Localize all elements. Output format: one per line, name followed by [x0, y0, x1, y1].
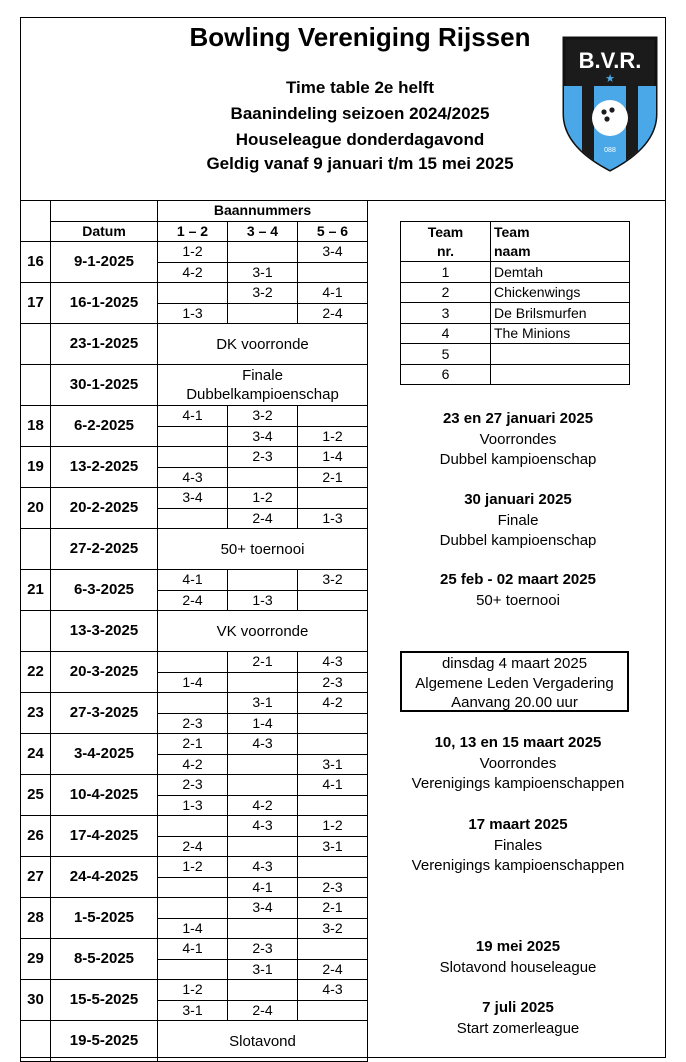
lane-pairing: 3-1	[228, 262, 298, 283]
lane-pairing	[158, 898, 228, 919]
event-line: Dubbel kampioenschap	[439, 451, 597, 468]
lane-pairing: 3-4	[298, 242, 368, 263]
lane-pairing	[158, 652, 228, 673]
lane-pairing	[158, 693, 228, 714]
subtitle-season: Baanindeling seizoen 2024/2025	[230, 104, 490, 123]
team-number: 1	[401, 262, 491, 283]
lane-pairing: 4-1	[158, 406, 228, 427]
lane-pairing: 4-1	[228, 877, 298, 898]
event-line: Voorrondes	[479, 754, 557, 772]
lane-pairing	[298, 488, 368, 509]
lane-pairing	[228, 980, 298, 1001]
row-date: 16-1-2025	[51, 283, 158, 324]
lane-pairing: 1-3	[298, 508, 368, 529]
team-name	[491, 364, 630, 385]
lane-pairing: 4-3	[298, 980, 368, 1001]
round-number: 23	[21, 693, 51, 734]
event-date: 19 mei 2025	[475, 938, 561, 955]
lane-pairing: 1-2	[158, 857, 228, 878]
lane-pairing: 3-2	[298, 918, 368, 939]
logo-subtext: 088	[604, 147, 616, 154]
logo-text: B.V.R.	[578, 48, 642, 73]
round-number	[21, 529, 51, 570]
row-date: 20-3-2025	[51, 652, 158, 693]
lane-pairing: 3-4	[228, 898, 298, 919]
row-date: 6-2-2025	[51, 406, 158, 447]
subtitle-league: Houseleague donderdagavond	[235, 130, 485, 149]
lane-pairing	[158, 959, 228, 980]
lane-pairing	[298, 590, 368, 611]
event-line: 50+ toernooi	[476, 591, 560, 609]
event-note	[380, 733, 656, 795]
lane-pairing: 3-1	[298, 836, 368, 857]
row-date: 9-1-2025	[51, 242, 158, 283]
lane-pairing: 1-4	[228, 713, 298, 734]
lane-pairing: 3-2	[298, 570, 368, 591]
club-logo	[560, 34, 660, 174]
event-date: 23 en 27 januari 2025	[442, 410, 594, 427]
lane-pairing: 1-2	[158, 980, 228, 1001]
lane-pairing: 4-3	[228, 734, 298, 755]
round-number: 30	[21, 980, 51, 1021]
lane-pairing	[298, 795, 368, 816]
lane-pairing	[158, 283, 228, 304]
event-date: 25 feb - 02 maart 2025	[440, 571, 596, 588]
lane-pairing: 2-4	[298, 959, 368, 980]
event-note	[380, 409, 656, 471]
lane-pairing: 4-3	[228, 857, 298, 878]
row-date: 15-5-2025	[51, 980, 158, 1021]
team-number: 6	[401, 364, 491, 385]
meeting-notice-box	[400, 651, 629, 712]
lane-pairing: 3-4	[158, 488, 228, 509]
event-date: 30 januari 2025	[464, 491, 572, 508]
event-line: Aanvang 20.00 uur	[451, 694, 578, 711]
row-date: 6-3-2025	[51, 570, 158, 611]
lane-pairing	[228, 242, 298, 263]
lane-pairing	[158, 426, 228, 447]
lane-pairing	[158, 447, 228, 468]
team-name: Demtah	[491, 262, 630, 283]
page-title: Bowling Vereniging Rijssen	[189, 22, 531, 52]
event-note	[380, 570, 656, 611]
row-date: 13-2-2025	[51, 447, 158, 488]
row-event: VK voorronde	[158, 611, 368, 652]
svg-text:★: ★	[605, 73, 615, 85]
lane-pairing: 2-1	[228, 652, 298, 673]
row-date: 8-5-2025	[51, 939, 158, 980]
lane-pairing: 2-4	[158, 590, 228, 611]
lane-pairing: 4-2	[158, 754, 228, 775]
round-number	[21, 324, 51, 365]
lane-pairing: 2-3	[228, 447, 298, 468]
lane-pairing: 2-4	[228, 1000, 298, 1021]
row-date: 30-1-2025	[51, 365, 158, 406]
lane-pairing: 4-3	[298, 652, 368, 673]
round-number: 18	[21, 406, 51, 447]
lane-pairing	[228, 672, 298, 693]
lane-pairing: 1-2	[228, 488, 298, 509]
lane-pairing: 2-3	[298, 877, 368, 898]
lane-pairing	[228, 303, 298, 324]
lane-pairing: 3-2	[228, 283, 298, 304]
event-note	[380, 815, 656, 877]
lane-pairing	[298, 939, 368, 960]
lane-pairing	[298, 406, 368, 427]
lane-pairing: 2-3	[158, 775, 228, 796]
lane-pairing: 4-1	[298, 283, 368, 304]
lane-pairing: 2-1	[298, 467, 368, 488]
lane-pairing: 3-1	[228, 959, 298, 980]
team-number: 3	[401, 303, 491, 324]
lane-pairing: 1-3	[228, 590, 298, 611]
row-event: 50+ toernooi	[158, 529, 368, 570]
event-note	[380, 998, 656, 1039]
col-header-lane-1-2: 1 – 2	[158, 221, 228, 242]
round-number: 20	[21, 488, 51, 529]
lane-pairing: 1-3	[158, 795, 228, 816]
lane-pairing	[158, 816, 228, 837]
teams-header-name: Team naam	[491, 222, 630, 262]
lane-pairing: 3-1	[298, 754, 368, 775]
lane-pairing: 1-4	[298, 447, 368, 468]
lane-pairing: 2-3	[298, 672, 368, 693]
row-date: 13-3-2025	[51, 611, 158, 652]
event-line: Finales	[493, 836, 543, 854]
event-line: Algemene Leden Vergadering	[415, 674, 614, 692]
lane-pairing	[298, 734, 368, 755]
lane-group-header: Baannummers	[158, 201, 368, 222]
round-number: 28	[21, 898, 51, 939]
round-number: 25	[21, 775, 51, 816]
row-date: 17-4-2025	[51, 816, 158, 857]
row-date: 19-5-2025	[51, 1021, 158, 1062]
lane-pairing: 2-1	[158, 734, 228, 755]
event-line: Finale	[497, 511, 539, 529]
team-name	[491, 344, 630, 365]
subtitle-validity: Geldig vanaf 9 januari t/m 15 mei 2025	[206, 154, 514, 173]
lane-pairing	[228, 836, 298, 857]
team-name: The Minions	[491, 323, 630, 344]
round-number: 19	[21, 447, 51, 488]
row-date: 27-3-2025	[51, 693, 158, 734]
teams-table	[400, 221, 630, 385]
lane-pairing	[228, 570, 298, 591]
lane-pairing: 3-1	[158, 1000, 228, 1021]
lane-pairing: 1-4	[158, 672, 228, 693]
lane-pairing: 3-2	[228, 406, 298, 427]
event-date: 17 maart 2025	[468, 816, 568, 833]
event-line: Verenigings kampioenschappen	[411, 857, 625, 874]
lane-pairing: 4-3	[228, 816, 298, 837]
lane-pairing: 1-2	[298, 426, 368, 447]
row-event: Finale Dubbelkampioenschap	[158, 365, 368, 406]
lane-pairing: 2-4	[158, 836, 228, 857]
event-note	[380, 490, 656, 552]
lane-pairing: 4-1	[298, 775, 368, 796]
row-date: 24-4-2025	[51, 857, 158, 898]
round-number	[21, 365, 51, 406]
event-note	[380, 937, 656, 978]
event-line: Slotavond houseleague	[439, 958, 597, 976]
lane-pairing: 4-2	[158, 262, 228, 283]
lane-pairing: 4-1	[158, 939, 228, 960]
team-number: 2	[401, 282, 491, 303]
lane-pairing: 3-1	[228, 693, 298, 714]
event-line: Start zomerleague	[456, 1019, 580, 1037]
col-header-lane-3-4: 3 – 4	[228, 221, 298, 242]
team-name: Chickenwings	[491, 282, 630, 303]
lane-pairing	[298, 713, 368, 734]
round-number: 29	[21, 939, 51, 980]
col-header-lane-5-6: 5 – 6	[298, 221, 368, 242]
team-name: De Brilsmurfen	[491, 303, 630, 324]
event-date: 10, 13 en 15 maart 2025	[434, 734, 602, 751]
lane-pairing: 4-3	[158, 467, 228, 488]
event-line: Verenigings kampioenschappen	[411, 775, 625, 792]
row-date: 1-5-2025	[51, 898, 158, 939]
round-number: 26	[21, 816, 51, 857]
round-number: 27	[21, 857, 51, 898]
row-date: 27-2-2025	[51, 529, 158, 570]
lane-pairing	[228, 754, 298, 775]
row-date: 23-1-2025	[51, 324, 158, 365]
row-event: DK voorronde	[158, 324, 368, 365]
teams-header-nr: Team nr.	[401, 222, 491, 262]
event-date: 7 juli 2025	[482, 999, 554, 1016]
lane-pairing: 1-4	[158, 918, 228, 939]
lane-pairing	[228, 467, 298, 488]
lane-pairing: 1-2	[298, 816, 368, 837]
row-date: 3-4-2025	[51, 734, 158, 775]
lane-pairing: 3-4	[228, 426, 298, 447]
round-number: 21	[21, 570, 51, 611]
round-number	[21, 611, 51, 652]
round-number: 22	[21, 652, 51, 693]
round-number: 16	[21, 242, 51, 283]
round-number: 24	[21, 734, 51, 775]
lane-pairing: 2-1	[298, 898, 368, 919]
lane-pairing	[228, 918, 298, 939]
lane-pairing: 4-1	[158, 570, 228, 591]
lane-pairing	[158, 877, 228, 898]
event-line: Voorrondes	[479, 430, 557, 448]
lane-pairing: 4-2	[298, 693, 368, 714]
lane-pairing: 2-4	[228, 508, 298, 529]
lane-pairing: 2-4	[298, 303, 368, 324]
subtitle-timetable: Time table 2e helft	[285, 78, 434, 97]
row-date: 10-4-2025	[51, 775, 158, 816]
lane-pairing: 1-3	[158, 303, 228, 324]
row-date: 20-2-2025	[51, 488, 158, 529]
row-event: Slotavond	[158, 1021, 368, 1062]
round-number	[21, 1021, 51, 1062]
event-line: Dubbel kampioenschap	[439, 532, 597, 549]
team-number: 4	[401, 323, 491, 344]
lane-pairing	[298, 857, 368, 878]
team-number: 5	[401, 344, 491, 365]
round-number: 17	[21, 283, 51, 324]
lane-pairing	[158, 508, 228, 529]
lane-pairing: 4-2	[228, 795, 298, 816]
lane-pairing	[228, 775, 298, 796]
lane-pairing: 2-3	[228, 939, 298, 960]
event-date: dinsdag 4 maart 2025	[441, 655, 588, 672]
lane-pairing: 2-3	[158, 713, 228, 734]
lane-pairing	[298, 1000, 368, 1021]
lane-pairing	[298, 262, 368, 283]
lane-pairing: 1-2	[158, 242, 228, 263]
schedule-table	[20, 200, 368, 1062]
col-header-date: Datum	[51, 221, 158, 242]
